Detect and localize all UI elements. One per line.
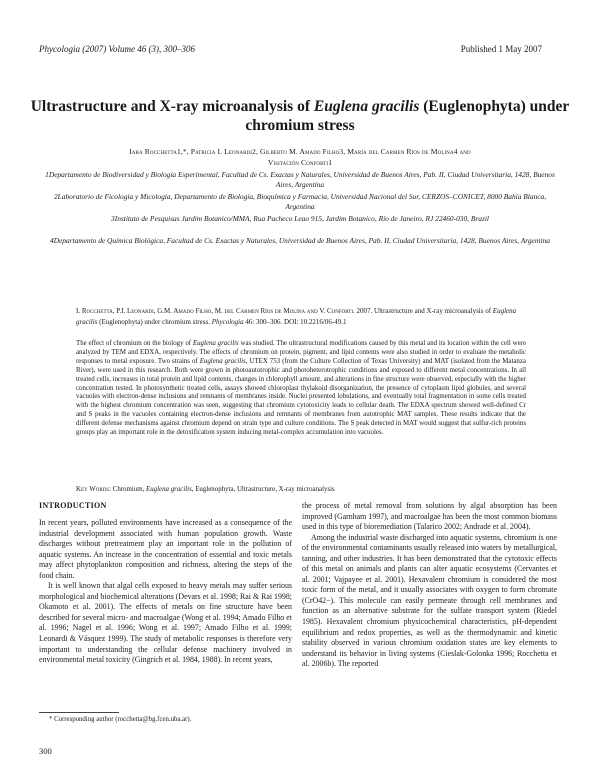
affiliation-3: 3Instituto de Pesquisas Jardim Botanico/MMA, Rua Pacheco Leao 915, Jardim Botanico, Río de Janeiro, RJ 22460-030, Brazil [111, 214, 489, 223]
article-title: Ultrastructure and X-ray microanalysis of Euglena gracilis (Euglenophyta) under chromium stress [30, 98, 570, 134]
affiliation-1: 1Departamento de Biodiversidad y Biología Experimental, Facultad de Cs. Exactas y Naturales, Universidad de Buenos Aires, Pab. II, Ciudad Universitaria, 1428, Buenos Aires, Argentina [45, 170, 555, 189]
running-header-date: Published 1 May 2007 [460, 44, 542, 54]
affiliation-4: 4Departamento de Química Biológica, Facultad de Cs. Exactas y Naturales, Universidad de Buenos Aires, Pab. II, Ciudad Universitaria, 1428, Buenos Aires, Argentina [49, 236, 551, 245]
author-line-1: Iara Rocchetta1,*, Patricia I. Leonardi2, Gilberto M. Amado Filho3, María del Carmen Ríos de Molina4 and [129, 147, 471, 156]
intro-paragraph-4: Among the industrial waste discharged into aquatic systems, chromium is one of the environmental contaminants usually released into waters by metallurgical, tanning, and other industries. It has been demonstrated that the cytotoxic effects of this metal on animals and plants can alter aquatic ecosystems (Cervantes et al. 2001; Vajpayee et al. 2001). Hexavalent chromium is considered the most toxic form of the metal, and it usually associates with oxygen to form chromate (CrO42−). This molecule can easily permeate through cell membranes and function as an alternative substrate for the sulfate transport system (Riedel 1985). Hexavalent chromium physicochemical characteristics, pH-dependent equilibrium and redox properties, as well as the thermodynamic and kinetic stability observed in various chromium oxidation states are key elements to understand its behavior in living systems (Cieslak-Golonka 1996; Rocchetta et al. 2006b). The reported [302, 532, 557, 669]
intro-paragraph-2: It is well known that algal cells exposed to heavy metals may suffer serious morphological and biochemical alterations (Devars et al. 1998; Rai & Rai 1998; Okamoto et al. 2001). The effects of metals on fine structure have been described for several micro- and macroalgae (Wong et al. 1994; Amado Filho et al. 1996; Nagel et al. 1996; Wong et al. 1997; Amado Filho et al. 1999; Leonardi & Vásquez 1999). The study of metabolic responses is therefore very important to understanding the cellular defense machinery involved in environmental metal toxicity (Gingrich et al. 1984, 1988). In recent years, [39, 581, 292, 665]
keywords: Key Words: Chromium, Euglena gracilis, Euglenophyta, Ultrastructure, X-ray microanalysis [76, 486, 335, 493]
citation-block: I. Rocchetta, P.I. Leonardi, G.M. Amado Filho, M. del Carmen Ríos de Molina and V. Conforti. 2007. Ultrastructure and X-ray microanalysis of Euglena gracilis (Euglenophyta) under chromium stress. Phycologia 46: 300–306. DOI: 10.2216/06-49.1 [76, 307, 517, 326]
running-header-journal: Phycologia (2007) Volume 46 (3), 300–306 [39, 44, 195, 54]
intro-left-column [39, 518, 292, 666]
corresponding-author-footnote: * Corresponding author (rocchetta@bg.fcen.uba.ar). [49, 716, 192, 723]
author-list [40, 147, 560, 168]
abstract: The effect of chromium on the biology of Euglena gracilis was studied. The ultrastructural modifications caused by this metal and its location within the cell were analyzed by TEM and EDXA, respectively. The effects of chromium on protein, pigment, and lipid contents were also studied in order to evaluate the metabolic responses to metal exposure. Two strains of Euglena gracilis, UTEX 753 (from the Culture Collection of Texas University) and MAT (isolated from the Matanza River), were used in this research. Both were grown in photoautotrophic and photoheterotrophic conditions and exposed to different metal concentrations. In all treated cells, increases in total protein and lipid contents, changes in chlorophyll amount, and alterations in fine structure were observed, especially with the higher concentration tested. In photosynthetic treated cells, assays showed chloroplast thylakoid disorganization, the presence of cytoplasm lipid globules, and several vacuoles with electron-dense inclusions and remnants of membranes inside. Nuclei presented lobulations, and eventually total fragmentation in some cells treated with the highest chromium concentration was seen, suggesting that chromium cytotoxicity leads to cellular death. The EDXA spectrum showed well-defined Cr and S peaks in the vacuoles containing electron-dense inclusions and remnants of membranes from autotrophic MAT samples. These results indicate that the different defense mechanisms against chromium depend on strain type and culture conditions. The S peak detected in MAT would suggest that sulfur-rich proteins groups play an important role in the detoxification system inducing metal-complex accumulation into vacuoles. [76, 340, 526, 437]
author-line-2: Visitación Conforti1 [267, 157, 333, 167]
section-heading-introduction: INTRODUCTION [39, 501, 107, 510]
affiliation-2: 2Laboratorio de Ficología y Micología, Departamento de Biología, Bioquímica y Farmacia, Universidad Nacional del Sur, CERZOS–CONICET, 8000 Bahía Blanca, Argentina [53, 192, 547, 211]
intro-paragraph-1: In recent years, polluted environments have increased as a consequence of the industrial development associated with human population growth. Waste discharges without pretreatment play an important role in the pollution of aquatic systems. An increase in the concentration of essential and toxic metals may affect phytoplankton composition and richness, altering the steps of the food chain. [39, 518, 292, 580]
intro-paragraph-3: the process of metal removal from solutions by algal absorption has been improved (Garnham 1997), and macroalgae has been the most common biomass used in this type of bioremediation (Talarico 2002; Andrade et al. 2004). [302, 501, 557, 532]
page-number: 300 [39, 746, 52, 756]
intro-right-column [302, 501, 557, 670]
footnote-rule [39, 712, 119, 713]
